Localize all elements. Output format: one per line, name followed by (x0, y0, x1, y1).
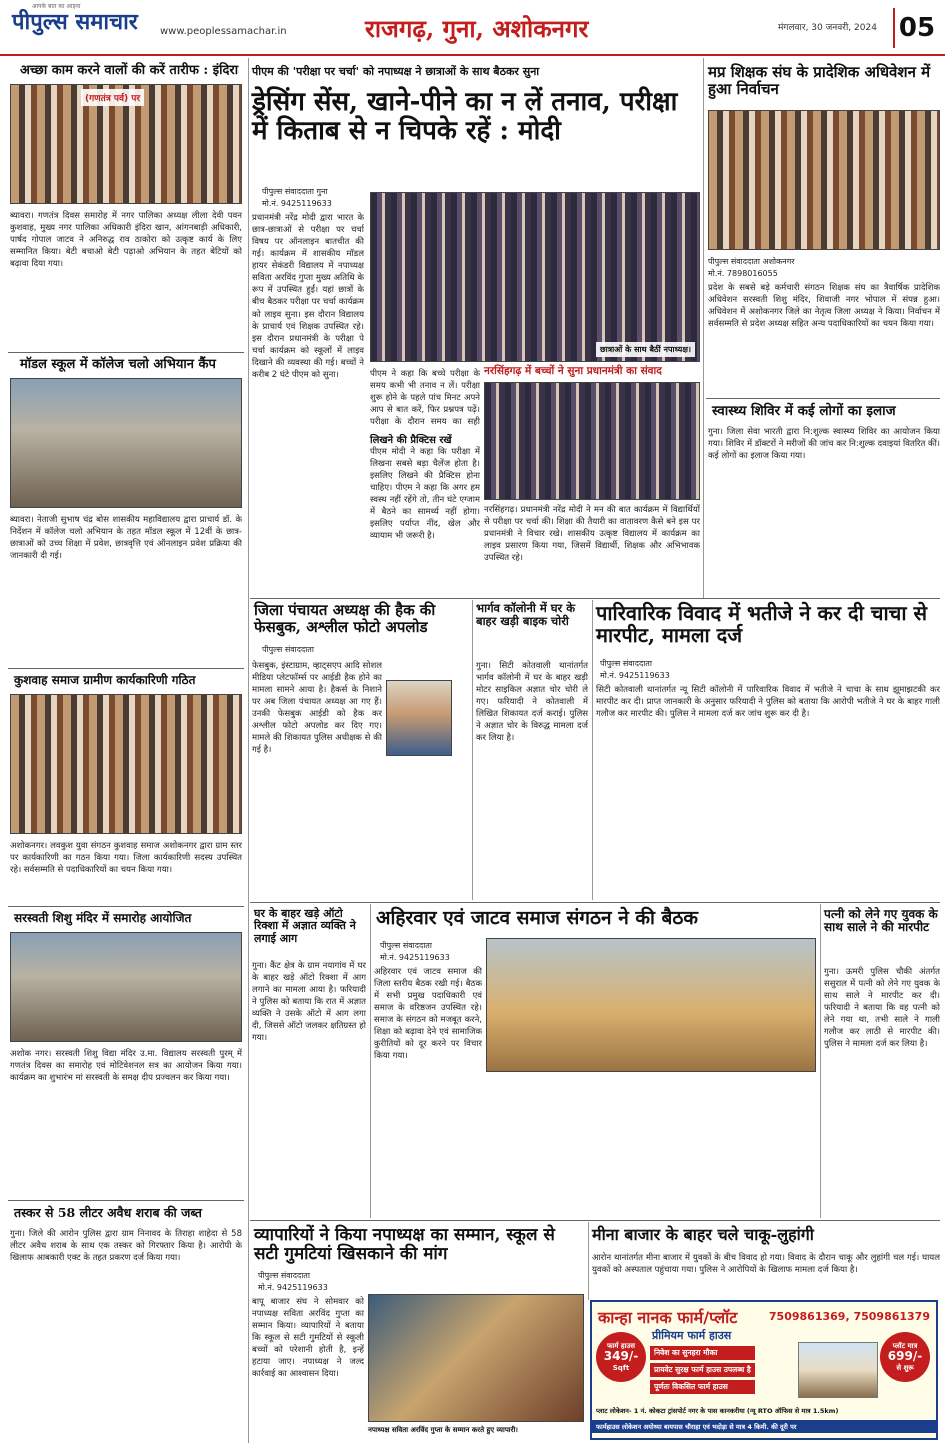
ahirwar-byline: पीपुल्स संवाददाता (380, 941, 432, 950)
traders-byline: पीपुल्स संवाददाता (258, 1271, 310, 1280)
column-divider (588, 1222, 589, 1300)
hack-body: फेसबुक, इंस्टाग्राम, व्हाट्सएप आदि सोशल मीडिया प्लेटफॉर्म्स पर आईडी हैक होने का मामला सामने आया है। हैकर्स के निशाने पर अब जिला पंचायत अध्यक्ष आ गए हैं। उनकी फेसबुक आईडी को हैक कर अश्लील फोटो अपलोड कर दिए गए। मामले की शिकायत पुलिस अधीक्षक से की गई है। (252, 661, 382, 756)
story-headline[interactable]: सरस्वती शिशु मंदिर में समारोह आयोजित (14, 911, 192, 925)
byline-reporter: पीपुल्स संवाददाता (262, 187, 314, 196)
column-divider (703, 58, 704, 598)
hack-headline[interactable]: जिला पंचायत अध्यक्ष की हैक की फेसबुक, अश्लील फोटो अपलोड (254, 601, 436, 636)
ahirwar-photo (486, 938, 816, 1072)
ad-bullet: प्रायवेट सुरक्ष फार्म हाउस उपलब्ध है (650, 1363, 755, 1377)
region-title: राजगढ़, गुना, अशोकनगर (365, 14, 589, 43)
page-number: 05 (893, 8, 939, 48)
family-body: सिटी कोतवाली थानांतर्गत न्यू सिटी कॉलोनी में पारिवारिक विवाद में भतीजे ने चाचा के साथ झूमाझटकी कर मारपीट कर दी। प्राप्त जानकारी के अनुसार फरियादी ने पुलिस को बताया कि आरोपी भतीजे ने घर के बाहर गाली गलौज कर मारपीट की। पुलिस ने मामला दर्ज कर जांच शुरू कर दी है। (596, 685, 940, 720)
story-body: ब्यावरा। नेताजी सुभाष चंद्र बोस शासकीय महाविद्यालय द्वारा प्राचार्य डॉ. के निर्देशन में कॉलेज चलो अभियान के तहत मॉडल स्कूल में 12वीं के छात्र-छात्राओं को उच्च शिक्षा में प्रवेश, छात्रवृत्ति एवं ऑनलाइन प्रवेश प्रक्रिया की जानकारी दी गई। (10, 515, 242, 562)
bike-body: गुना। सिटी कोतवाली थानांतर्गत भार्गव कॉलोनी में घर के बाहर खड़ी मोटर साइकिल अज्ञात चोर चोरी ले गए। फरियादी ने कोतवाली में लिखित शिकायत दर्ज कराई। पुलिस ने अज्ञात चोर के विरुद्ध मामला दर्ज कर लिया है। (476, 661, 588, 744)
masthead-tagline: आपके बात का आइना (32, 3, 81, 10)
narsinghgarh-headline[interactable]: नरसिंहगढ़ में बच्चों ने सुना प्रधानमंत्री का संवाद (484, 365, 662, 377)
issue-date: मंगलवार, 30 जनवरी, 2024 (778, 23, 877, 33)
ad-footer-location: प्लाट लोकेशन- 1 नं. कोकटा ट्रांसपोर्ट नगर के पास कानकरीया (न्यू RTO ऑफिस से मात्र 1.5km) (596, 1407, 839, 1415)
lead-body-col2: पीएम ने कहा कि बच्चे परीक्षा के समय कभी भी तनाव न लें। परीक्षा शुरू होने के पहले पांच मिनट अपने आप से बात करें, फिर प्रश्नपत्र पढ़ें। परीक्षा के दौरान समय का सही (370, 369, 480, 428)
byline-reporter: पीपुल्स संवाददाता (708, 257, 760, 266)
health-body: गुना। जिला सेवा भारती द्वारा नि:शुल्क स्वास्थ्य शिविर का आयोजन किया गया। शिविर में डॉक्टरों ने मरीजों की जांच कर नि:शुल्क दवाइयां वितरित कीं। कई लोगों का इलाज किया गया। (708, 427, 940, 462)
wife-headline[interactable]: पत्नी को लेने गए युवक के साथ साले ने की मारपीट (824, 907, 938, 935)
lead-byline (262, 186, 328, 197)
traders-photo-caption: नपाध्यक्ष सविता अरविंद गुप्ता के सम्मान करते हुए व्यापारी। (368, 1426, 518, 1434)
story-divider (706, 398, 940, 399)
auto-headline[interactable]: घर के बाहर खड़े ऑटो रिक्शा में अज्ञात व्यक्ति ने लगाई आग (254, 907, 356, 945)
ad-title: कान्हा नानक फार्म/प्लॉट (598, 1308, 738, 1327)
knife-body: आरोन थानांतर्गत मीना बाजार में युवकों के बीच विवाद हो गया। विवाद के दौरान चाकू और लुहांगी चल गई। घायल युवकों को अस्पताल पहुंचाया गया। पुलिस ने आरोपियों के खिलाफ मामला दर्ज किया है। (592, 1253, 940, 1276)
lead-kicker: पीएम की 'परीक्षा पर चर्चा' को नपाध्यक्ष ने छात्राओं के साथ बैठकर सुना (252, 65, 540, 78)
sangh-body: प्रदेश के सबसे बड़े कर्मचारी संगठन शिक्षक संघ का त्रैवार्षिक प्रादेशिक अधिवेशन सरस्वती शिशु मंदिर, शिवाजी नगर भोपाल में संपन्न हुआ। अधिवेशन में अशोकनगर जिले का नेतृत्व जिला अध्यक्ष ने किया। निर्वाचन में सर्वसम्मति से प्रदेश अध्यक्ष सहित अन्य पदाधिकारियों का चयन किया गया। (708, 283, 940, 330)
story-photo (10, 932, 242, 1042)
story-body: अशोक नगर। सरस्वती शिशु विद्या मंदिर उ.मा. विद्यालय सरस्वती पुरम् में गणतंत्र दिवस का समारोह एवं मोटिवेशनल सत्र का आयोजन किया गया। कार्यक्रम का शुभारंभ मां सरस्वती के समक्ष दीप प्रज्वलन कर किया गया। (10, 1049, 242, 1084)
byline-mobile: मो.नं. 9425119633 (262, 199, 332, 208)
traders-body: बापू बाजार संघ ने सोमवार को नपाध्यक्ष सविता अरविंद गुप्ता का सम्मान किया। व्यापारियों ने बताया कि स्कूल से सटी गुमटियों से स्कूली बच्चों को परेशानी होती है, इन्हें हटाया जाए। नपाध्यक्ष ने जल्द कार्रवाई का आश्वासन दिया। (252, 1297, 364, 1380)
farm-plot-ad[interactable] (590, 1300, 938, 1440)
story-body: ब्यावरा। गणतंत्र दिवस समारोह में नगर पालिका अध्यक्ष लीला देवी पवन कुशवाह, मुख्य नगर पालिका अधिकारी इंदिरा खान, आंगनबाड़ी अधिकारी, पार्षद गोपाल जाटव ने अनिरुद्ध राव ठाकोरा को उत्कृष्ट कार्य के लिए सम्मानित किया। बेटी बचाओ बेटी पढ़ाओ अभियान के तहत बेटियों को बढ़ावा दिया गया। (10, 211, 242, 270)
auto-body: गुना। कैंट क्षेत्र के ग्राम नयागांव में घर के बाहर खड़े ऑटो रिक्शा में आग लगाने का मामला आया है। फरियादी ने पुलिस को बताया कि रात में अज्ञात व्यक्ति ने उसके ऑटो में आग लगा दी, जिससे ऑटो जलकर क्षतिग्रस्त हो गया। (252, 961, 366, 1044)
sangh-mobile: मो.नं. 7898016055 (708, 269, 778, 278)
lead-body-col1: प्रधानमंत्री नरेंद्र मोदी द्वारा भारत के छात्र-छात्राओं से परीक्षा पर चर्चा विषय पर ऑनलाइन बातचीत की गई। कार्यक्रम में शासकीय मॉडल हायर सेकंडरी विद्यालय में नपाध्यक्ष सविता अरविंद गुप्ता मुख्य अतिथि के रूप में उपस्थित हुईं। यहां छात्रों के बीच बैठकर परीक्षा पर चर्चा कार्यक्रम को लाइव सुना। इस दौरान विद्यालय के प्राचार्य एवं शिक्षक उपस्थित रहे। इस दौरान प्रधानमंत्री के परीक्षा पे चर्चा कार्यक्रम को स्कूलों में लाइव दिखाने की व्यवस्था की गई। बच्चों ने करीब 2 घंटे पीएम को सुना। (252, 213, 364, 380)
story-divider (8, 1200, 244, 1201)
ad-bullets (650, 1346, 755, 1394)
section-divider (250, 902, 940, 903)
story-headline[interactable]: तस्कर से 58 लीटर अवैध शराब की जब्त (14, 1205, 202, 1220)
byline-place: अशोकनगर (762, 257, 795, 266)
column-divider (592, 600, 593, 900)
column-divider (248, 58, 249, 1443)
farmhouse-price-badge (596, 1332, 646, 1382)
story-headline[interactable]: कुशवाह समाज ग्रामीण कार्यकारिणी गठित (14, 673, 196, 687)
sangh-headline[interactable]: मप्र शिक्षक संघ के प्रादेशिक अधिवेशन में हुआ निर्वाचन (708, 63, 931, 98)
health-headline[interactable]: स्वास्थ्य शिविर में कई लोगों का इलाज (712, 403, 896, 419)
byline-place: गुना (316, 187, 328, 196)
sangh-photo (708, 110, 940, 250)
story-headline[interactable]: मॉडल स्कूल में कॉलेज चलो अभियान कैंप (20, 357, 216, 372)
knife-headline[interactable]: मीना बाजार के बाहर चले चाकू-लुहांगी (592, 1225, 814, 1244)
price-unit: Sqft (612, 1363, 630, 1372)
ahirwar-mobile: मो.नं. 9425119633 (380, 953, 450, 962)
family-byline: पीपुल्स संवाददाता (600, 659, 652, 668)
ad-subtitle: प्रीमियम फार्म हाउस (652, 1329, 732, 1342)
lead-headline[interactable]: ड्रेसिंग सेंस, खाने-पीने का न लें तनाव, परीक्षा में किताब से न चिपके रहें : मोदी (252, 87, 678, 147)
hack-byline: पीपुल्स संवाददाता (262, 645, 314, 654)
column-divider (370, 904, 371, 1218)
section-divider (250, 1220, 940, 1221)
ad-bullet: निवेश का सुनहरा मौका (650, 1346, 755, 1360)
traders-photo (368, 1294, 584, 1422)
price-unit: से शुरू (896, 1363, 914, 1372)
story-photo (10, 84, 242, 204)
ahirwar-body: अहिरवार एवं जाटव समाज की जिला स्तरीय बैठक रखी गई। बैठक में सभी प्रमुख पदाधिकारी एवं समाज के वरिष्ठजन उपस्थित रहे। समाज के संगठन को मजबूत करने, शिक्षा को बढ़ावा देने एवं सामाजिक कुरीतियों को दूर करने पर विचार किया गया। (374, 967, 482, 1062)
story-photo (10, 378, 242, 508)
newspaper-logo[interactable]: पीपुल्स समाचार (12, 9, 138, 35)
traders-headline[interactable]: व्यापारियों ने किया नपाध्यक्ष का सम्मान, स्कूल से सटी गुमटियां खिसकाने की मांग (254, 1225, 555, 1265)
lead-photo (370, 192, 700, 362)
sangh-byline (708, 256, 794, 267)
traders-mobile: मो.नं. 9425119633 (258, 1283, 328, 1292)
price-label: प्लॉट मात्र (892, 1342, 918, 1351)
ahirwar-headline[interactable]: अहिरवार एवं जाटव समाज संगठन ने की बैठक (376, 907, 698, 929)
story-divider (8, 906, 244, 907)
family-mobile: मो.नं. 9425119633 (600, 671, 670, 680)
price-label: फार्म हाउस (607, 1342, 635, 1351)
lead-subhead: लिखने की प्रैक्टिस रखें (370, 435, 452, 446)
family-headline[interactable]: पारिवारिक विवाद में भतीजे ने कर दी चाचा से मारपीट, मामला दर्ज (596, 601, 928, 648)
price-value: 349/- (603, 1349, 639, 1364)
section-divider (250, 598, 940, 599)
column-divider (820, 904, 821, 1218)
farmhouse-image (798, 1342, 878, 1398)
narsinghgarh-photo (484, 382, 700, 500)
ad-footer-farmhouse: फार्महाउस लोकेशन अयोध्या बायपास चौराहा एवं भदोड़ा से मात्र 4 किमी. की दूरी पर (592, 1420, 936, 1433)
official-portrait (386, 680, 452, 756)
website-url[interactable]: www.peoplessamachar.in (160, 26, 287, 37)
ad-phone[interactable]: 7509861369, 7509861379 (768, 1310, 930, 1323)
column-divider (472, 600, 473, 900)
story-divider (8, 352, 244, 353)
story-divider (8, 668, 244, 669)
bike-headline[interactable]: भार्गव कॉलोनी में घर के बाहर खड़ी बाइक चोरी (476, 601, 576, 628)
photo-banner-text: (गणतंत्र पर्व) पर (81, 89, 144, 106)
story-photo (10, 694, 242, 834)
story-body: अशोकनगर। लवकुश युवा संगठन कुशवाह समाज अशोकनगर द्वारा ग्राम स्तर पर कार्यकारिणी का गठन किया गया। जिला कार्यकारिणी सदस्य उपस्थित रहे। सर्वसम्मति से पदाधिकारियों का चयन किया गया। (10, 841, 242, 876)
ad-bullet: पूर्णतः विकसित फार्म हाउस (650, 1380, 755, 1394)
price-value: 699/- (887, 1349, 923, 1364)
lead-photo-caption: छात्राओं के साथ बैठीं नपाध्यक्ष। (596, 342, 695, 357)
wife-body: गुना। ऊमरी पुलिस चौकी अंतर्गत ससुराल में पत्नी को लेने गए युवक के साथ साले ने मारपीट कर दी। फरियादी ने बताया कि वह पत्नी को लेने गया था, तभी साले ने गाली गलौज कर लाठी से मारपीट की। पुलिस ने मामला दर्ज कर लिया है। (824, 967, 940, 1050)
story-headline[interactable]: अच्छा काम करने वालों की करें तारीफ : इंदिरा (20, 63, 239, 78)
plot-price-badge (880, 1332, 930, 1382)
lead-body-col3: पीएम मोदी ने कहा कि परीक्षा में लिखना सबसे बड़ा चैलेंज होता है। इसलिए लिखने की प्रैक्टिस होना चाहिए। पीएम ने कहा कि अगर हम स्वस्थ नहीं रहेंगे तो, तीन घंटे एग्जाम में बैठने का सामर्थ्य नहीं होगा। इसलिए पर्याप्त नींद, खेल और व्यायाम भी जरूरी है। (370, 447, 480, 542)
story-body: गुना। जिले की आरोन पुलिस द्वारा ग्राम निनावद के तिराहा शाहेदा से 58 लीटर अवैध शराब के साथ एक तस्कर को गिरफ्तार किया है। आरोपी के खिलाफ आबकारी एक्ट के तहत प्रकरण दर्ज किया गया। (10, 1229, 242, 1264)
narsinghgarh-body: नरसिंहगढ़। प्रधानमंत्री नरेंद्र मोदी ने मन की बात कार्यक्रम में विद्यार्थियों से परीक्षा पर चर्चा की। शिक्षा की तैयारी का वातावरण कैसे बने इस पर प्रधानमंत्री ने विचार रखे। शासकीय उत्कृष्ट विद्यालय में कार्यक्रम का लाइव प्रसारण किया गया, जिसमें विद्यार्थी, शिक्षक और अभिभावक उपस्थित रहे। (484, 505, 700, 564)
